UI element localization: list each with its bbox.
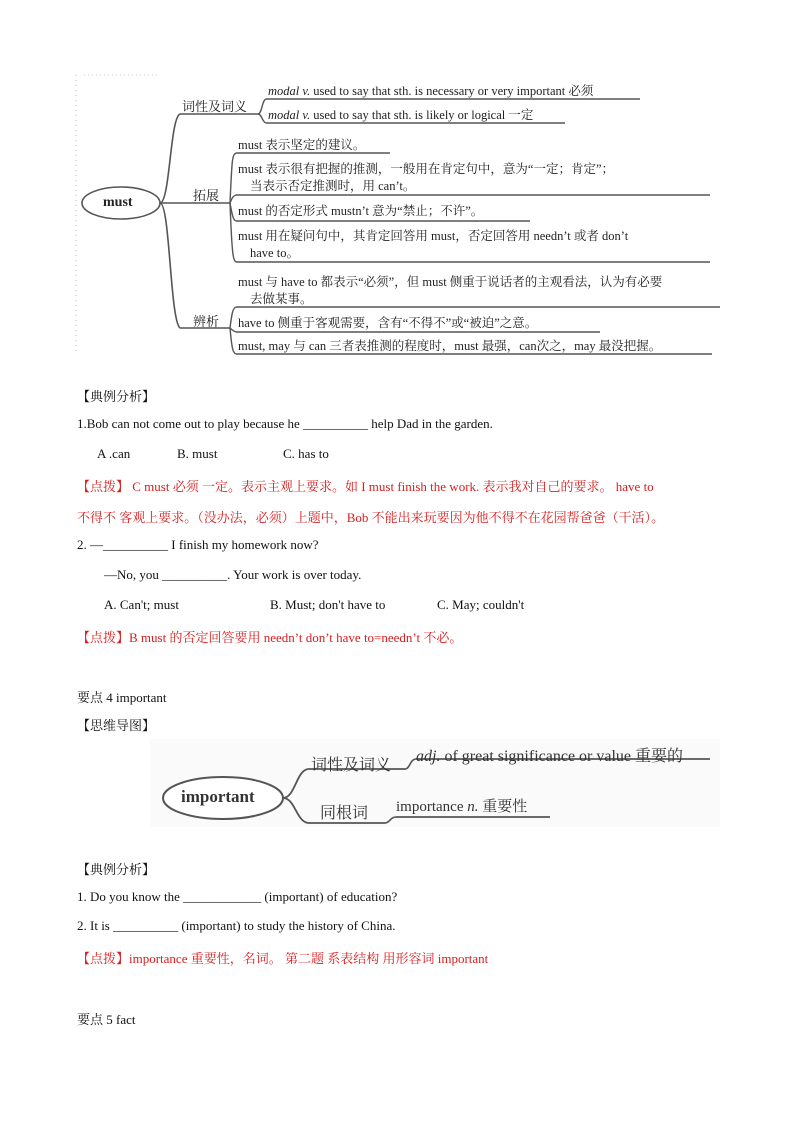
question-1-option-a: A .can	[97, 446, 131, 461]
example-analysis-heading-2: 【典例分析】	[77, 862, 156, 877]
important-map-related-word: importance	[396, 799, 468, 815]
must-map-branch-diff: 辨析	[193, 314, 220, 329]
important-map-branch-1: 词性及词义	[311, 757, 392, 774]
question-2-line-1: 2. —__________ I finish my homework now?	[77, 537, 319, 552]
mind-map-heading: 【思维导图】	[77, 718, 156, 733]
must-map-pos-def-2-text: used to say that sth. is likely or logical 一定	[310, 108, 534, 122]
important-map-def-text: of great significance or value 重要的	[440, 748, 684, 765]
question-2-tip: 【点拨】B must 的否定回答要用 needn’t don’t have to=needn’t 不必。	[77, 630, 463, 645]
must-map-diff-2: have to 侧重于客观需要，含有“不得不”或“被迫”之意。	[238, 316, 538, 330]
must-map-ext-3: must 的否定形式 mustn’t 意为“禁止；不许”。	[238, 204, 484, 218]
point-4-title: 要点 4 important	[77, 690, 167, 705]
important-map-related-text: 重要性	[478, 799, 528, 815]
important-map-center: important	[181, 787, 255, 806]
must-map-ext-2-line-1: must 表示很有把握的推测，一般用在肯定句中，意为“一定；肯定”；	[238, 162, 615, 176]
must-map-diff-3: must, may 与 can 三者表推测的程度时，must 最强，can次之，may 最没把握。	[238, 339, 662, 353]
important-map-branch-2: 同根词	[320, 805, 369, 822]
important-map-related-pos: n.	[467, 799, 479, 815]
question-2-option-c: C. May; couldn't	[437, 597, 525, 612]
important-map-def-pos: adj.	[416, 748, 441, 765]
must-map-ext-4-line-1: must 用在疑问句中，其肯定回答用 must，否定回答用 needn’t 或者 don’t	[238, 229, 629, 243]
must-map-ext-1: must 表示坚定的建议。	[238, 138, 366, 152]
must-map-diff-1-line-1: must 与 have to 都表示“必须”，但 must 侧重于说话者的主观看法，认为有必要	[238, 275, 663, 289]
must-map-diff-1-line-2: 去做某事。	[250, 292, 313, 306]
important-question-1: 1. Do you know the ____________ (important) of education?	[77, 889, 398, 904]
question-1-tip-line-1: 【点拨】 C must 必须 一定。表示主观上要求。如 I must finish the work. 表示我对自己的要求。 have to	[77, 479, 654, 494]
must-map-pos-def-2	[268, 105, 533, 123]
important-map-def	[416, 743, 683, 766]
must-map-branch-pos: 词性及词义	[182, 99, 248, 114]
must-map-ext-2-line-2: 当表示否定推测时，用 can’t。	[250, 179, 416, 193]
must-map-branch-ext: 拓展	[193, 188, 220, 203]
question-1-option-b: B. must	[177, 446, 218, 461]
must-map-ext-4-line-2: have to。	[250, 246, 299, 260]
question-2-option-b: B. Must; don't have to	[270, 597, 386, 612]
question-1: 1.Bob can not come out to play because he __________ help Dad in the garden.	[77, 416, 493, 431]
question-2-line-2: —No, you __________. Your work is over today.	[104, 567, 362, 582]
important-tip: 【点拨】importance 重要性，名词。 第二题 系表结构 用形容词 important	[77, 951, 489, 966]
must-map-pos-def-1-pos: modal v.	[268, 84, 311, 98]
question-2-option-a: A. Can't; must	[104, 597, 179, 612]
example-analysis-heading-1: 【典例分析】	[77, 389, 156, 404]
must-map-center: must	[103, 195, 133, 210]
important-question-2: 2. It is __________ (important) to study the history of China.	[77, 918, 396, 933]
important-map-related	[396, 795, 527, 816]
point-5-title: 要点 5 fact	[77, 1012, 136, 1027]
question-1-option-c: C. has to	[283, 446, 329, 461]
question-1-tip-line-2: 不得不 客观上要求。（没办法，必须）上题中，Bob 不能出来玩要因为他不得不在花园帮爸爸（干活）。	[77, 510, 665, 525]
must-map-pos-def-2-pos: modal v.	[268, 108, 311, 122]
must-map-pos-def-1-text: used to say that sth. is necessary or very important 必须	[310, 84, 594, 98]
must-map-pos-def-1	[268, 81, 593, 99]
